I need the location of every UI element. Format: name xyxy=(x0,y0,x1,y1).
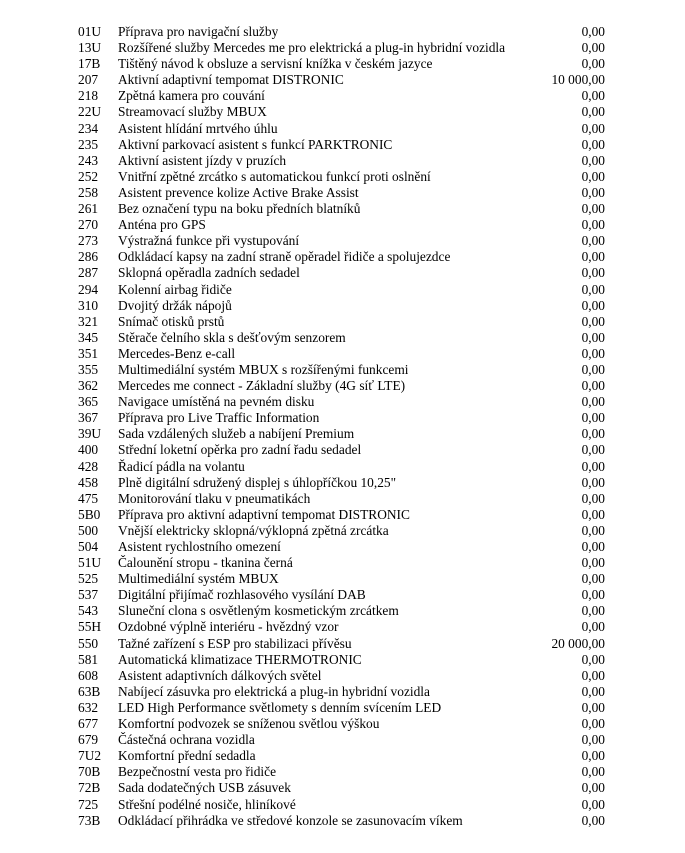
option-price: 0,00 xyxy=(581,265,605,281)
equipment-row xyxy=(0,169,685,185)
equipment-row xyxy=(0,185,685,201)
equipment-row xyxy=(0,732,685,748)
option-code: 63B xyxy=(78,683,101,699)
equipment-row xyxy=(0,314,685,330)
option-price: 0,00 xyxy=(581,699,605,715)
equipment-row xyxy=(0,282,685,298)
option-description: Čalounění stropu - tkanina černá xyxy=(118,555,293,571)
equipment-row xyxy=(0,619,685,635)
equipment-row xyxy=(0,459,685,475)
option-code: 287 xyxy=(78,265,99,281)
equipment-row xyxy=(0,362,685,378)
equipment-row xyxy=(0,394,685,410)
option-description: Příprava pro aktivní adaptivní tempomat DISTRONIC xyxy=(118,506,410,522)
option-description: Ozdobné výplně interiéru - hvězdný vzor xyxy=(118,619,339,635)
option-price: 0,00 xyxy=(581,104,605,120)
option-description: Částečná ochrana vozidla xyxy=(118,732,255,748)
option-code: 55H xyxy=(78,619,102,635)
option-code: 207 xyxy=(78,72,99,88)
equipment-row xyxy=(0,491,685,507)
option-code: 243 xyxy=(78,152,99,168)
equipment-list xyxy=(0,24,685,829)
equipment-row xyxy=(0,539,685,555)
option-price: 0,00 xyxy=(581,522,605,538)
option-price: 0,00 xyxy=(581,683,605,699)
equipment-row xyxy=(0,265,685,281)
option-price: 0,00 xyxy=(581,40,605,56)
option-description: Stěrače čelního skla s dešťovým senzorem xyxy=(118,329,346,345)
option-description: Asistent prevence kolize Active Brake Assist xyxy=(118,184,359,200)
option-description: Plně digitální sdružený displej s úhlopříčkou 10,25" xyxy=(118,474,397,490)
option-price: 0,00 xyxy=(581,506,605,522)
option-price: 0,00 xyxy=(581,587,605,603)
equipment-row xyxy=(0,507,685,523)
option-description: Asistent hlídání mrtvého úhlu xyxy=(118,120,278,136)
option-code: 39U xyxy=(78,426,102,442)
option-description: Tištěný návod k obsluze a servisní knížka v českém jazyce xyxy=(118,56,433,72)
equipment-row xyxy=(0,233,685,249)
option-code: 504 xyxy=(78,539,99,554)
option-description: Komfortní podvozek se sníženou světlou výškou xyxy=(118,716,380,732)
equipment-row xyxy=(0,684,685,700)
option-price: 0,00 xyxy=(581,345,605,361)
equipment-row xyxy=(0,426,685,442)
equipment-row xyxy=(0,555,685,571)
option-code: 550 xyxy=(78,635,99,651)
option-description: Tažné zařízení s ESP pro stabilizaci přívěsu xyxy=(118,635,352,651)
option-price: 0,00 xyxy=(581,651,605,667)
equipment-row xyxy=(0,330,685,346)
option-price: 0,00 xyxy=(581,329,605,345)
option-code: 608 xyxy=(78,667,99,683)
equipment-row xyxy=(0,603,685,619)
option-description: Řadicí pádla na volantu xyxy=(118,458,245,474)
equipment-row xyxy=(0,780,685,796)
equipment-row xyxy=(0,88,685,104)
option-price: 0,00 xyxy=(581,716,605,732)
equipment-row xyxy=(0,652,685,668)
option-description: Odkládací kapsy na zadní straně opěradel řidiče a spolujezdce xyxy=(118,249,451,265)
option-price: 0,00 xyxy=(581,667,605,683)
equipment-row xyxy=(0,523,685,539)
option-code: 258 xyxy=(78,184,99,200)
option-code: 632 xyxy=(78,699,99,715)
option-price: 0,00 xyxy=(581,152,605,168)
option-price: 0,00 xyxy=(581,378,605,394)
option-code: 273 xyxy=(78,233,99,249)
option-code: 355 xyxy=(78,361,99,377)
option-price: 0,00 xyxy=(581,539,605,554)
equipment-row xyxy=(0,668,685,684)
option-price: 0,00 xyxy=(581,233,605,249)
option-code: 5B0 xyxy=(78,506,101,522)
option-description: Vnější elektricky sklopná/výklopná zpětná zrcátka xyxy=(118,522,389,538)
option-description: Střešní podélné nosiče, hliníkové xyxy=(118,796,296,812)
option-description: Aktivní asistent jízdy v pruzích xyxy=(118,152,287,168)
equipment-row xyxy=(0,121,685,137)
option-code: 01U xyxy=(78,24,102,39)
option-price: 0,00 xyxy=(581,426,605,442)
option-description: Asistent adaptivních dálkových světel xyxy=(118,667,322,683)
option-description: Mercedes-Benz e-call xyxy=(118,345,236,361)
equipment-row xyxy=(0,346,685,362)
option-price: 0,00 xyxy=(581,120,605,136)
option-description: Multimediální systém MBUX s rozšířenými funkcemi xyxy=(118,361,409,377)
option-description: Sluneční clona s osvětleným kosmetickým zrcátkem xyxy=(118,603,399,619)
equipment-row xyxy=(0,249,685,265)
equipment-row xyxy=(0,40,685,56)
option-price: 0,00 xyxy=(581,249,605,265)
option-price: 0,00 xyxy=(581,281,605,297)
option-price: 0,00 xyxy=(581,764,605,780)
option-price: 0,00 xyxy=(581,361,605,377)
equipment-row xyxy=(0,700,685,716)
option-code: 428 xyxy=(78,458,99,474)
option-code: 543 xyxy=(78,603,99,619)
option-code: 286 xyxy=(78,249,99,265)
equipment-row xyxy=(0,410,685,426)
option-code: 310 xyxy=(78,297,99,313)
option-description: Bez označení typu na boku předních blatníků xyxy=(118,201,361,217)
option-description: Odkládací přihrádka ve středové konzole se zasunovacím víkem xyxy=(118,812,463,828)
option-code: 73B xyxy=(78,812,101,828)
option-code: 294 xyxy=(78,281,99,297)
option-price: 0,00 xyxy=(581,458,605,474)
option-description: Streamovací služby MBUX xyxy=(118,104,267,120)
option-price: 0,00 xyxy=(581,474,605,490)
equipment-row xyxy=(0,716,685,732)
option-description: Sklopná opěradla zadních sedadel xyxy=(118,265,300,281)
option-description: Snímač otisků prstů xyxy=(118,313,225,329)
option-description: Aktivní parkovací asistent s funkcí PARKTRONIC xyxy=(118,136,393,152)
equipment-row xyxy=(0,298,685,314)
option-description: Navigace umístěná na pevném disku xyxy=(118,394,315,410)
option-code: 13U xyxy=(78,40,102,56)
option-price: 0,00 xyxy=(581,619,605,635)
option-price: 0,00 xyxy=(581,780,605,796)
option-description: Vnitřní zpětné zrcátko s automatickou funkcí proti oslnění xyxy=(118,168,431,184)
equipment-row xyxy=(0,56,685,72)
option-description: Nabíjecí zásuvka pro elektrická a plug-in hybridní vozidla xyxy=(118,683,430,699)
option-code: 537 xyxy=(78,587,99,603)
equipment-row xyxy=(0,797,685,813)
option-price: 0,00 xyxy=(581,603,605,619)
option-code: 525 xyxy=(78,571,99,587)
option-price: 0,00 xyxy=(581,201,605,217)
option-description: Monitorování tlaku v pneumatikách xyxy=(118,490,311,506)
option-code: 679 xyxy=(78,732,99,748)
equipment-row xyxy=(0,571,685,587)
option-code: 725 xyxy=(78,796,99,812)
equipment-row xyxy=(0,24,685,40)
option-description: Automatická klimatizace THERMOTRONIC xyxy=(118,651,362,667)
option-code: 17B xyxy=(78,56,101,72)
option-price: 10 000,00 xyxy=(551,72,605,88)
option-price: 0,00 xyxy=(581,168,605,184)
equipment-row xyxy=(0,813,685,829)
equipment-row xyxy=(0,587,685,603)
option-description: LED High Performance světlomety s denním svícením LED xyxy=(118,699,442,715)
option-code: 345 xyxy=(78,329,99,345)
option-description: Příprava pro Live Traffic Information xyxy=(118,410,320,426)
option-description: Dvojitý držák nápojů xyxy=(118,297,232,313)
option-price: 0,00 xyxy=(581,217,605,233)
option-price: 0,00 xyxy=(581,442,605,458)
option-price: 0,00 xyxy=(581,490,605,506)
option-code: 400 xyxy=(78,442,99,458)
option-description: Kolenní airbag řidiče xyxy=(118,281,232,297)
option-price: 0,00 xyxy=(581,571,605,587)
equipment-row xyxy=(0,748,685,764)
option-code: 234 xyxy=(78,120,99,136)
option-price: 0,00 xyxy=(581,24,605,39)
option-code: 677 xyxy=(78,716,99,732)
option-price: 0,00 xyxy=(581,56,605,72)
equipment-row xyxy=(0,137,685,153)
equipment-row xyxy=(0,475,685,491)
option-code: 475 xyxy=(78,490,99,506)
option-description: Multimediální systém MBUX xyxy=(118,571,279,587)
option-description: Zpětná kamera pro couvání xyxy=(118,88,265,104)
option-description: Rozšířené služby Mercedes me pro elektrická a plug-in hybridní vozidla xyxy=(118,40,506,56)
option-code: 362 xyxy=(78,378,99,394)
option-code: 500 xyxy=(78,522,99,538)
option-code: 51U xyxy=(78,555,102,571)
option-description: Příprava pro navigační služby xyxy=(118,24,279,39)
option-price: 0,00 xyxy=(581,555,605,571)
option-price: 0,00 xyxy=(581,812,605,828)
equipment-row xyxy=(0,217,685,233)
option-description: Sada vzdálených služeb a nabíjení Premium xyxy=(118,426,355,442)
option-code: 252 xyxy=(78,168,99,184)
option-price: 0,00 xyxy=(581,748,605,764)
option-price: 0,00 xyxy=(581,410,605,426)
option-code: 270 xyxy=(78,217,99,233)
option-code: 365 xyxy=(78,394,99,410)
option-price: 0,00 xyxy=(581,732,605,748)
option-description: Bezpečnostní vesta pro řidiče xyxy=(118,764,277,780)
option-code: 218 xyxy=(78,88,99,104)
equipment-row xyxy=(0,636,685,652)
option-description: Anténa pro GPS xyxy=(118,217,206,233)
option-description: Aktivní adaptivní tempomat DISTRONIC xyxy=(118,72,344,88)
option-description: Sada dodatečných USB zásuvek xyxy=(118,780,291,796)
equipment-row xyxy=(0,442,685,458)
option-code: 367 xyxy=(78,410,99,426)
equipment-row xyxy=(0,153,685,169)
option-description: Digitální přijímač rozhlasového vysílání DAB xyxy=(118,587,366,603)
option-code: 22U xyxy=(78,104,102,120)
equipment-row xyxy=(0,201,685,217)
option-price: 0,00 xyxy=(581,88,605,104)
option-price: 0,00 xyxy=(581,796,605,812)
option-description: Asistent rychlostního omezení xyxy=(118,539,281,554)
option-code: 351 xyxy=(78,345,99,361)
option-code: 72B xyxy=(78,780,101,796)
option-price: 0,00 xyxy=(581,394,605,410)
option-description: Mercedes me connect - Základní služby (4G síť LTE) xyxy=(118,378,406,394)
option-description: Komfortní přední sedadla xyxy=(118,748,256,764)
option-price: 0,00 xyxy=(581,184,605,200)
equipment-row xyxy=(0,378,685,394)
equipment-row xyxy=(0,764,685,780)
equipment-row xyxy=(0,72,685,88)
option-code: 321 xyxy=(78,313,99,329)
option-code: 7U2 xyxy=(78,748,102,764)
option-description: Střední loketní opěrka pro zadní řadu sedadel xyxy=(118,442,362,458)
option-code: 581 xyxy=(78,651,99,667)
option-price: 20 000,00 xyxy=(551,635,605,651)
equipment-row xyxy=(0,104,685,120)
option-code: 70B xyxy=(78,764,101,780)
option-price: 0,00 xyxy=(581,136,605,152)
option-code: 458 xyxy=(78,474,99,490)
option-price: 0,00 xyxy=(581,313,605,329)
option-price: 0,00 xyxy=(581,297,605,313)
option-code: 235 xyxy=(78,136,99,152)
option-code: 261 xyxy=(78,201,99,217)
option-description: Výstražná funkce při vystupování xyxy=(118,233,300,249)
